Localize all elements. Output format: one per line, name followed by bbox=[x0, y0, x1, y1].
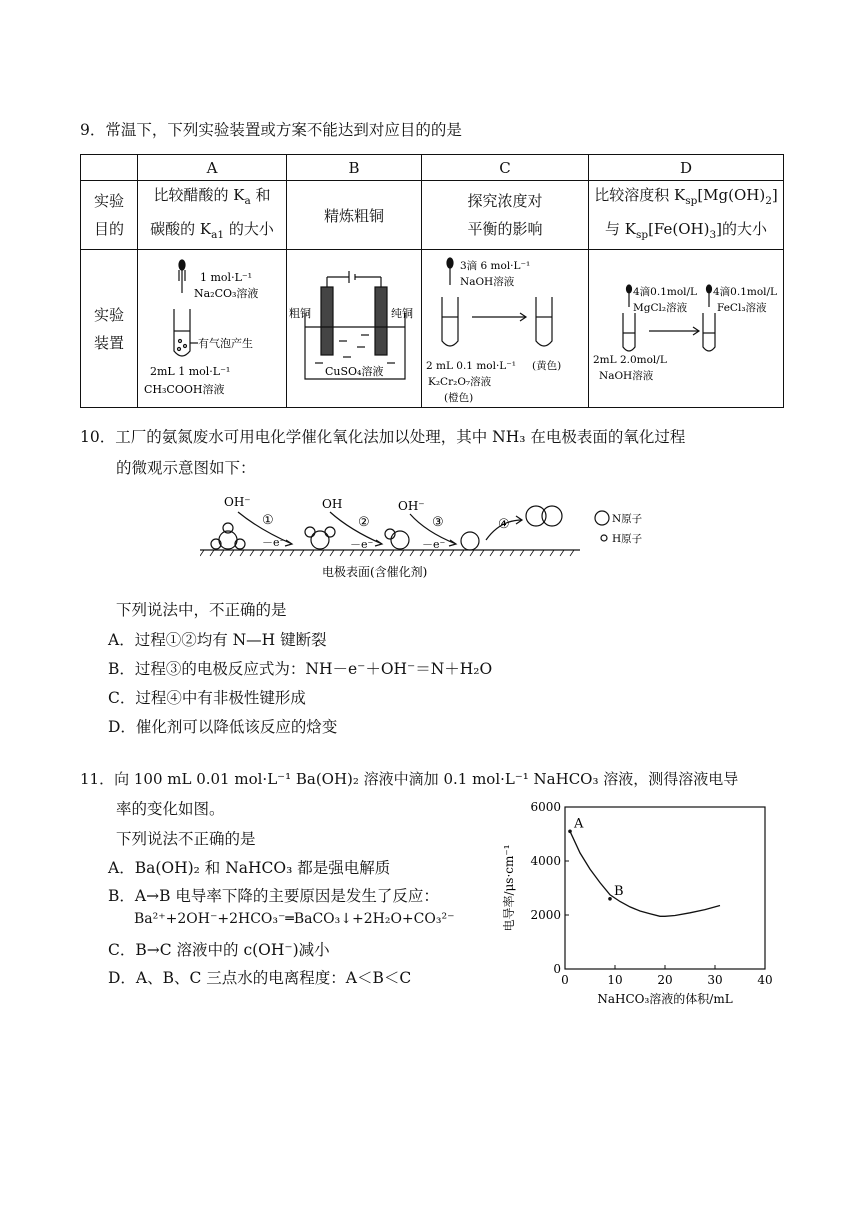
x-axis-label: NaHCO₃溶液的体积/mL bbox=[597, 992, 733, 1006]
a-reagent-conc: 1 mol·L⁻¹ bbox=[200, 270, 253, 284]
point-label-a: A bbox=[574, 816, 584, 832]
apparatus-b bbox=[287, 250, 422, 408]
point-label-b: B bbox=[614, 883, 624, 899]
header-d: D bbox=[589, 155, 784, 181]
c-solution: K₂Cr₂O₇溶液 bbox=[428, 375, 492, 388]
c-drop: 3滴 6 mol·L⁻¹ bbox=[460, 259, 531, 272]
c-solution-volume: 2 mL 0.1 mol·L⁻¹ bbox=[426, 359, 517, 372]
purpose-b: 精炼粗铜 bbox=[287, 181, 422, 250]
apparatus-a bbox=[138, 250, 287, 408]
electrode-caption: 电极表面(含催化剂) bbox=[322, 565, 428, 579]
y-tick-label: 2000 bbox=[530, 908, 561, 922]
x-tick-label: 10 bbox=[607, 973, 623, 987]
row-label-purpose: 实验 目的 bbox=[81, 181, 138, 250]
q11-option-c: C．B→C 溶液中的 c(OH⁻)减小 bbox=[108, 941, 330, 959]
q11-option-d: D．A、B、C 三点水的电离程度：A＜B＜C bbox=[108, 969, 412, 987]
d-drop1-solution: MgCl₂溶液 bbox=[633, 301, 688, 314]
apparatus-c-drawing bbox=[422, 251, 588, 407]
plot-frame bbox=[565, 807, 765, 969]
label-oh: OH bbox=[322, 497, 343, 511]
q11-stem-line1: 11．向 100 mL 0.01 mol·L⁻¹ Ba(OH)₂ 溶液中滴加 0.1 mol·L⁻¹ NaHCO₃ 溶液，测得溶液电导 bbox=[80, 770, 739, 788]
d-solution: NaOH溶液 bbox=[599, 369, 654, 382]
apparatus-a-drawing bbox=[138, 251, 286, 407]
c-color-yellow: (黄色) bbox=[532, 359, 562, 372]
row-label-apparatus: 实验 装置 bbox=[81, 250, 138, 408]
q10-prompt: 下列说法中，不正确的是 bbox=[116, 601, 287, 619]
d-drop1: 4滴0.1mol/L bbox=[633, 285, 698, 298]
q11-stem-line2: 率的变化如图。 bbox=[116, 800, 225, 818]
q11-option-b: B．A→B 电导率下降的主要原因是发生了反应： bbox=[108, 887, 439, 905]
d-drop2-solution: FeCl₃溶液 bbox=[717, 301, 767, 314]
q9-stem: 9．常温下，下列实验装置或方案不能达到对应目的的是 bbox=[80, 121, 462, 139]
table-corner bbox=[81, 155, 138, 181]
q10-option-d: D．催化剂可以降低该反应的焓变 bbox=[108, 718, 338, 736]
header-b: B bbox=[287, 155, 422, 181]
x-tick-label: 0 bbox=[561, 973, 569, 987]
point-b bbox=[608, 897, 612, 901]
q11-option-a: A．Ba(OH)₂ 和 NaHCO₃ 都是强电解质 bbox=[108, 859, 391, 877]
label-oh-minus-1: OH⁻ bbox=[224, 495, 251, 509]
c-drop-solution: NaOH溶液 bbox=[460, 275, 515, 288]
header-c: C bbox=[422, 155, 589, 181]
q11-option-b-equation: Ba²⁺+2OH⁻+2HCO₃⁻═BaCO₃↓+2H₂O+CO₃²⁻ bbox=[134, 911, 455, 927]
d-drop2: 4滴0.1mol/L bbox=[713, 285, 778, 298]
electron-3: －e⁻ bbox=[422, 538, 446, 551]
y-tick-label: 0 bbox=[553, 962, 561, 976]
step-1: ① bbox=[262, 513, 274, 528]
q10-stem-line2: 的微观示意图如下： bbox=[116, 459, 256, 477]
apparatus-d-drawing bbox=[589, 251, 783, 407]
b-right-electrode: 纯铜 bbox=[391, 306, 413, 320]
purpose-c: 探究浓度对 平衡的影响 bbox=[422, 181, 589, 250]
c-color-orange: (橙色) bbox=[444, 391, 474, 404]
q10-option-c: C．过程④中有非极性键形成 bbox=[108, 689, 306, 707]
x-tick-label: 40 bbox=[757, 973, 773, 987]
x-tick-label: 20 bbox=[657, 973, 673, 987]
conductivity-chart bbox=[495, 795, 795, 1020]
electron-1: －e⁻ bbox=[262, 536, 286, 549]
y-tick-label: 4000 bbox=[530, 854, 561, 868]
d-solution-volume: 2mL 2.0mol/L bbox=[593, 353, 667, 366]
q10-option-b: B．过程③的电极反应式为：NH－e⁻＋OH⁻＝N＋H₂O bbox=[108, 660, 493, 678]
point-a bbox=[568, 830, 572, 834]
a-reagent: Na₂CO₃溶液 bbox=[194, 286, 259, 300]
q11-prompt: 下列说法不正确的是 bbox=[116, 830, 256, 848]
purpose-d: 比较溶度积 $K_{sp}[Mg(OH)_2]$ 与 $K_{sp}[Fe(OH)_3]$的大小 bbox=[589, 181, 784, 250]
electron-2: －e⁻ bbox=[350, 538, 374, 551]
q10-option-a: A．过程①②均有 N—H 键断裂 bbox=[108, 631, 327, 649]
a-observation: 有气泡产生 bbox=[198, 336, 253, 350]
step-4: ④ bbox=[498, 517, 510, 532]
legend-n-atom: N原子 bbox=[612, 513, 643, 525]
b-left-electrode: 粗铜 bbox=[289, 306, 311, 320]
step-2: ② bbox=[358, 515, 370, 530]
b-solution: CuSO₄溶液 bbox=[325, 364, 384, 378]
series-line bbox=[570, 831, 720, 916]
purpose-a: 比较醋酸的 $K_a$ 和 碳酸的 $K_{a1}$ 的大小 bbox=[138, 181, 287, 250]
apparatus-c bbox=[422, 250, 589, 408]
x-tick-label: 30 bbox=[707, 973, 723, 987]
header-a: A bbox=[138, 155, 287, 181]
y-tick-label: 6000 bbox=[530, 800, 561, 814]
apparatus-b-drawing bbox=[287, 251, 421, 407]
apparatus-d bbox=[589, 250, 784, 408]
q9-table bbox=[80, 154, 784, 408]
q10-stem-line1: 10．工厂的氨氮废水可用电化学催化氧化法加以处理，其中 NH₃ 在电极表面的氧化过程 bbox=[80, 428, 686, 446]
step-3: ③ bbox=[432, 515, 444, 530]
a-solution: CH₃COOH溶液 bbox=[144, 382, 225, 396]
a-solution-volume: 2mL 1 mol·L⁻¹ bbox=[150, 364, 231, 378]
q10-diagram bbox=[200, 490, 680, 590]
y-axis-label: 电导率/μs·cm⁻¹ bbox=[502, 844, 516, 932]
label-oh-minus-3: OH⁻ bbox=[398, 499, 425, 513]
legend-h-atom: H原子 bbox=[612, 533, 643, 545]
